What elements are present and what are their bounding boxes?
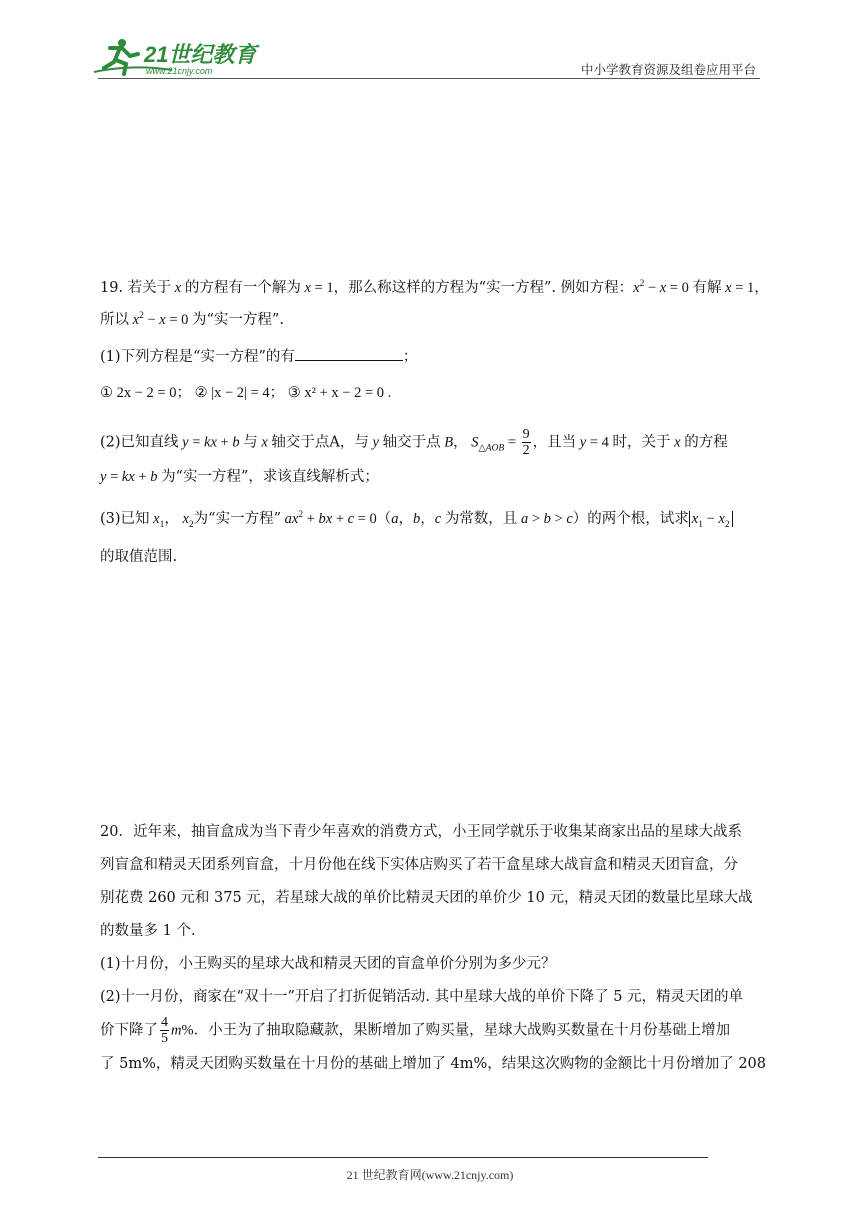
q20-line1: 20．近年来，抽盲盒成为当下青少年喜欢的消费方式，小王同学就乐于收集某商家出品的星球大战系	[100, 824, 742, 840]
q20-part1: (1)十月份，小王购买的星球大战和精灵天团的盲盒单价分别为多少元？	[100, 956, 556, 972]
q19-line1: 19. 若关于 x 的方程有一个解为 x = 1，那么称这样的方程为“实一方程”. 例如方程：$x^2 - x = 0$ 有解 x = 1，	[100, 279, 769, 296]
svg-text:21世纪教育: 21世纪教育	[144, 42, 257, 67]
q20-part2-line3: 了 5m%，精灵天团购买数量在十月份的基础上增加了 4m%，结果这次购物的金额比十月份增加了 208	[100, 1056, 767, 1072]
q19-part2-line2: y = kx + b 为“实一方程”，求该直线解析式；	[100, 469, 379, 485]
svg-text:www.21cnjy.com: www.21cnjy.com	[146, 66, 213, 76]
q20-part2-line2: 价下降了 $\frac{4}{5}$ m%．小王为了抽取隐藏款，果断增加了购买量，星球大战购买数量在十月份基础上增加	[100, 1015, 731, 1046]
q19-part2-line1: (2)已知直线 y = kx + b 与 x 轴交于点A，与 y 轴交于点 B， $S_{\triangle AOB}$ = $\frac{9}{2}$ ，且当 y = 4 时，关于 x 的方程	[100, 427, 728, 458]
q20-line2: 列盲盒和精灵天团系列盲盒，十月份他在线下实体店购买了若干盒星球大战盲盒和精灵天团盲盒，分	[100, 857, 738, 873]
answer-blank[interactable]	[295, 348, 403, 361]
header-divider	[98, 78, 760, 79]
q19-part3-line2: 的取值范围.	[100, 549, 178, 565]
q19-line2: 所以 $x^2 - x = 0$ 为“实一方程”.	[100, 311, 284, 328]
q19-part1-items: ① 2x − 2 = 0； ② |x − 2| = 4； ③ x² + x − 2 = 0 .	[100, 385, 392, 401]
header-platform-text: 中小学教育资源及组卷应用平台	[580, 62, 756, 77]
q20-part2-line1: (2)十一月份，商家在“双十一”开启了打折促销活动. 其中星球大战的单价下降了 5 元，精灵天团的单	[100, 989, 744, 1005]
q19-part3-line1: (3)已知 $x_1$， $x_2$为“实一方程” $ax^2$ + bx + c = 0（a，b，c 为常数，且 a > b > c）的两个根，试求 $x_1 - x_2$	[100, 507, 733, 530]
footer-divider	[98, 1157, 708, 1158]
site-logo	[92, 34, 262, 78]
q20-line3: 别花费 260 元和 375 元，若星球大战的单价比精灵天团的单价少 10 元，精灵天团的数量比星球大战	[100, 890, 753, 906]
q20-line4: 的数量多 1 个.	[100, 923, 196, 939]
footer-text: 21 世纪教育网(www.21cnjy.com)	[346, 1168, 514, 1182]
q19-part1: (1)下列方程是“实一方程”的有 ；	[100, 349, 418, 365]
